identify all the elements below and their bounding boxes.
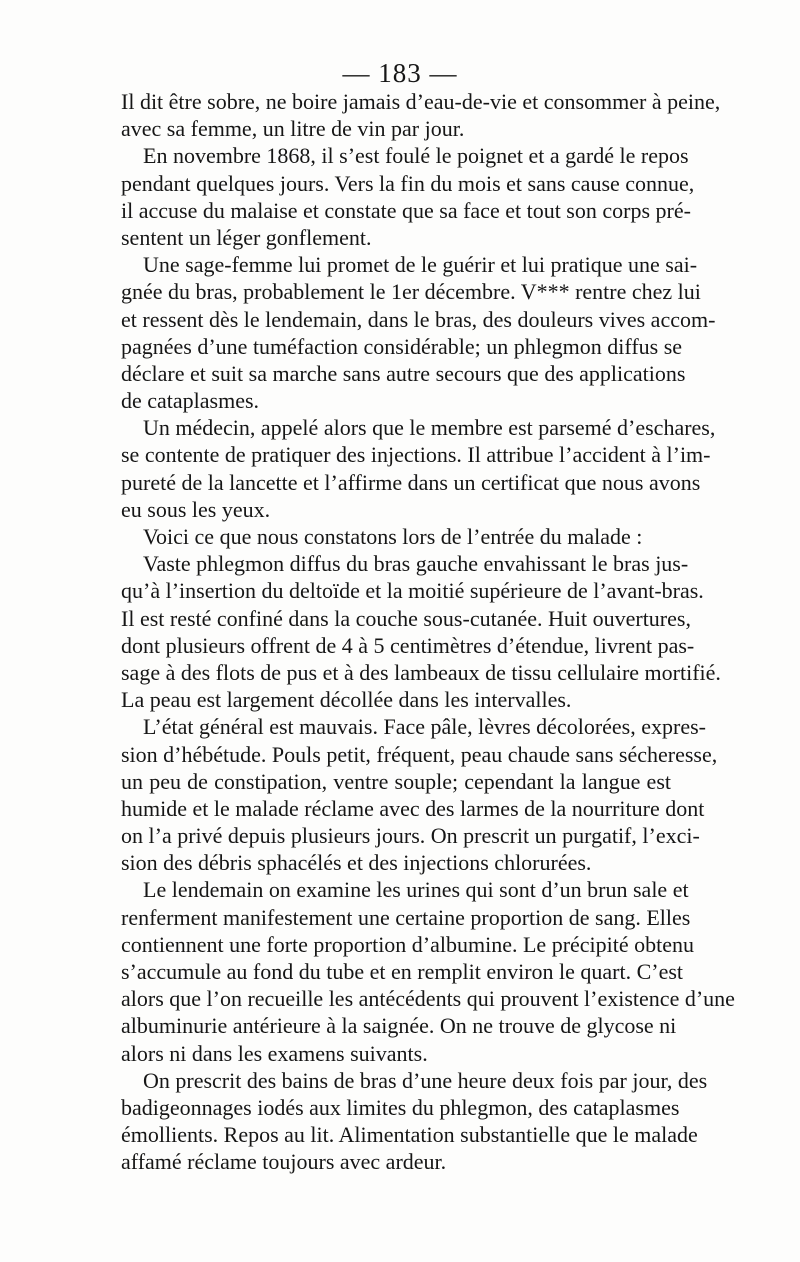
text-line: avec sa femme, un litre de vin par jour. [121,116,465,142]
text-line: s’accumule au fond du tube et en remplit environ le quart. C’est [121,959,684,984]
text-line: pureté de la lancette et l’affirme dans un certificat que nous avons [121,469,701,495]
page-number: — 183 — [342,58,458,88]
text-line: badigeonnages iodés aux limites du phlegmon, des cataplasmes [121,1094,680,1120]
text-line: un peu de constipation, ventre souple; cependant la langue est [121,768,671,794]
text-line: Un médecin, appelé alors que le membre est parsemé d’eschares, [143,415,716,441]
text-line: Le lendemain on examine les urines qui sont d’un brun sale et [143,877,689,903]
text-line: affamé réclame toujours avec ardeur. [121,1149,447,1175]
body-text [121,88,735,1176]
text-line: sentent un léger gonflement. [121,224,372,250]
text-line: eu sous les yeux. [121,496,271,522]
text-line: qu’à l’insertion du deltoïde et la moitié supérieure de l’avant-bras. [121,578,704,604]
text-line: sion d’hébétude. Pouls petit, fréquent, peau chaude sans sécheresse, [121,741,718,767]
text-line: Il est resté confiné dans la couche sous-cutanée. Huit ouvertures, [121,605,691,631]
text-line: Il dit être sobre, ne boire jamais d’eau-de-vie et consommer à peine, [121,89,721,114]
text-line: se contente de pratiquer des injections. Il attribue l’accident à l’im- [121,442,711,468]
text-line: alors ni dans les examens suivants. [121,1040,428,1066]
text-line: albuminurie antérieure à la saignée. On ne trouve de glycose ni [121,1013,677,1039]
text-line: sion des débris sphacélés et des injections chlorurées. [121,850,592,876]
text-line: et ressent dès le lendemain, dans le bras, des douleurs vives accom- [121,306,716,332]
text-line: pendant quelques jours. Vers la fin du mois et sans cause connue, [121,170,695,196]
text-line: Une sage-femme lui promet de le guérir et lui pratique une sai- [143,252,698,278]
text-line: renferment manifestement une certaine proportion de sang. Elles [121,904,691,930]
text-line: Voici ce que nous constatons lors de l’entrée du malade : [143,524,643,549]
text-line: on l’a privé depuis plusieurs jours. On prescrit un purgatif, l’exci- [121,823,700,849]
text-line: de cataplasmes. [121,388,260,414]
text-line: déclare et suit sa marche sans autre secours que des applications [121,360,686,386]
text-line: dont plusieurs offrent de 4 à 5 centimètres d’étendue, livrent pas- [121,632,695,658]
text-line: contiennent une forte proportion d’albumine. Le précipité obtenu [121,931,695,957]
text-line: alors que l’on recueille les antécédents qui prouvent l’existence d’une [121,986,735,1012]
text-line: L’état général est mauvais. Face pâle, lèvres décolorées, expres- [143,714,706,740]
text-line: La peau est largement décollée dans les intervalles. [121,687,572,713]
text-line: humide et le malade réclame avec des larmes de la nourriture dont [121,795,705,821]
text-line: pagnées d’une tuméfaction considérable; un phlegmon diffus se [121,333,683,359]
text-line: il accuse du malaise et constate que sa face et tout son corps pré- [121,197,691,223]
text-line: Vaste phlegmon diffus du bras gauche envahissant le bras jus- [143,551,689,577]
text-line: En novembre 1868, il s’est foulé le poignet et a gardé le repos [143,143,689,169]
text-line: On prescrit des bains de bras d’une heure deux fois par jour, des [143,1067,708,1093]
text-line: sage à des flots de pus et à des lambeaux de tissu cellulaire mortifié. [121,659,721,685]
text-line: gnée du bras, probablement le 1er décembre. V*** rentre chez lui [121,279,701,305]
text-line: émollients. Repos au lit. Alimentation substantielle que le malade [121,1122,698,1148]
